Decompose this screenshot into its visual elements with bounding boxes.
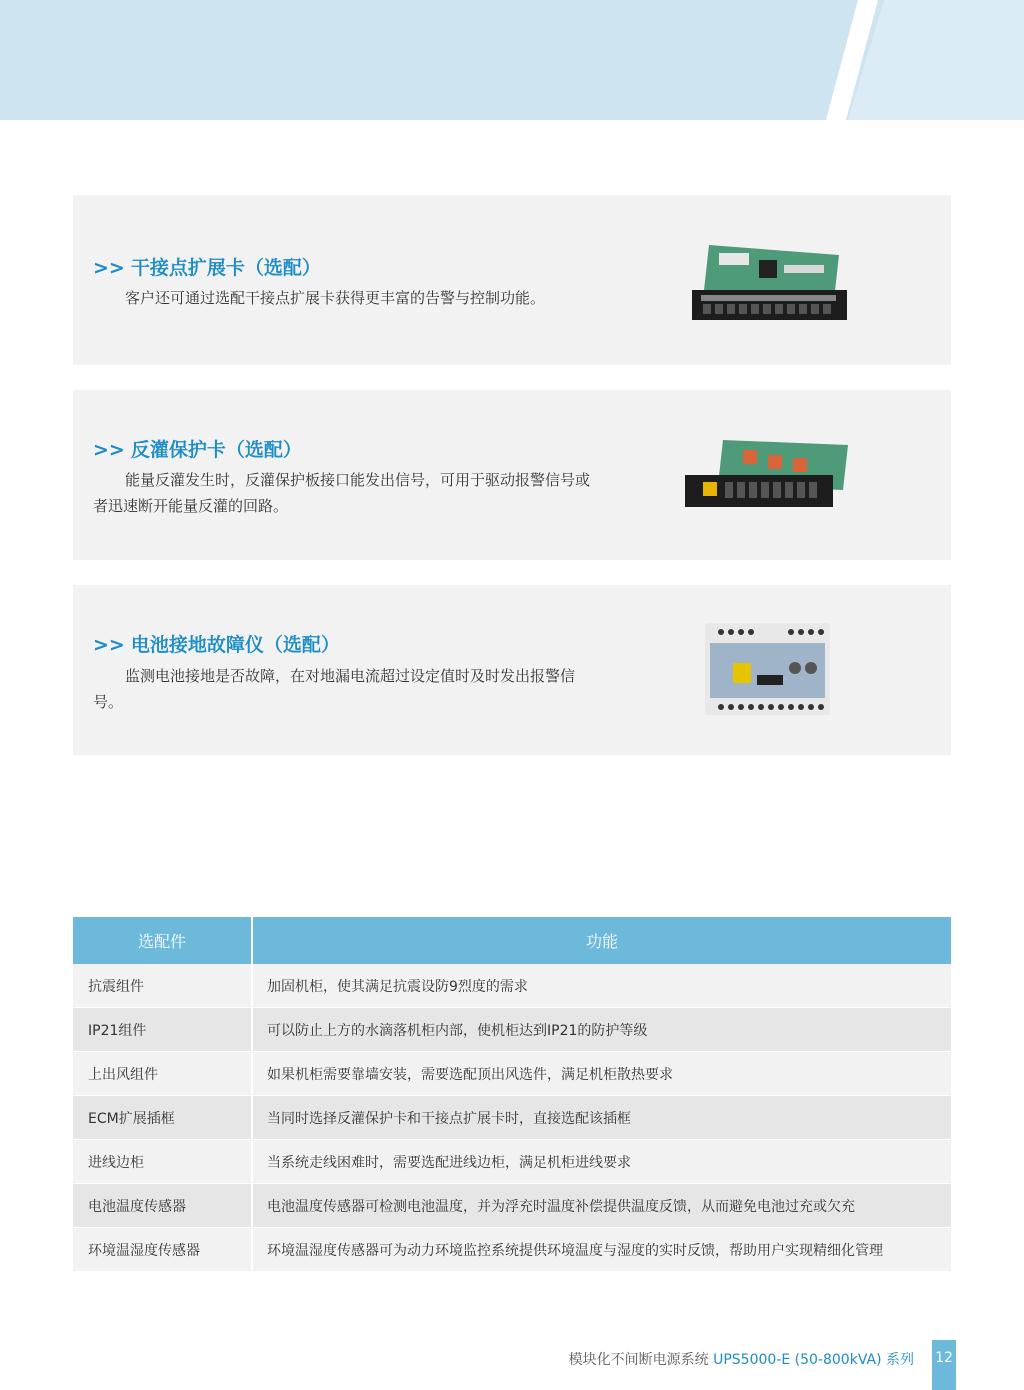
table-header [73,917,951,964]
function-cell: 当系统走线困难时，需要选配进线边柜，满足机柜进线要求 [267,1154,631,1171]
card-title: >> 干接点扩展卡（选配） [93,257,321,279]
backfeed-protection-card-image [683,430,853,520]
options-table [73,917,951,1272]
header-function: 功能 [585,932,618,951]
card-description: 监测电池接地是否故障，在对地漏电流超过设定值时及时发出报警信号。 [93,667,576,711]
option-cell: 上出风组件 [73,1052,253,1095]
card-battery-ground-fault [73,585,951,755]
function-cell: 环境温湿度传感器可为动力环境监控系统提供环境温度与湿度的实时反馈，帮助用户实现精细化管理 [267,1242,883,1259]
dry-contact-card-image [689,235,849,325]
table-row [73,1052,951,1096]
function-cell: 可以防止上方的水滴落机柜内部，使机柜达到IP21的防护等级 [267,1022,648,1039]
option-cell: 环境温湿度传感器 [73,1228,253,1271]
table-row [73,1184,951,1228]
option-cell: 进线边柜 [73,1140,253,1183]
card-title: >> 电池接地故障仪（选配） [93,634,340,656]
function-cell: 加固机柜，使其满足抗震设防9烈度的需求 [267,978,528,995]
function-cell: 如果机柜需要靠墙安装，需要选配顶出风选件，满足机柜散热要求 [267,1066,673,1083]
table-row [73,1096,951,1140]
table-row [73,1140,951,1184]
top-banner [0,0,1024,120]
card-dry-contact [73,195,951,365]
page-number: 12 [932,1340,956,1390]
table-row [73,1228,951,1272]
option-cell: 抗震组件 [73,964,253,1007]
card-title: >> 反灌保护卡（选配） [93,439,302,461]
option-cell: ECM扩展插框 [73,1096,253,1139]
option-cell: 电池温度传感器 [73,1184,253,1227]
header-option: 选配件 [73,917,253,964]
card-description: 客户还可通过选配干接点扩展卡获得更丰富的告警与控制功能。 [125,289,546,307]
card-description: 能量反灌发生时，反灌保护板接口能发出信号，可用于驱动报警信号或者迅速断开能量反灌的回路。 [93,471,591,515]
table-row [73,964,951,1008]
function-cell: 当同时选择反灌保护卡和干接点扩展卡时，直接选配该插框 [267,1110,631,1127]
battery-ground-fault-detector-image [705,623,835,718]
banner-stripes [0,0,1024,120]
card-backfeed-protection [73,390,951,560]
option-cell: IP21组件 [73,1008,253,1051]
table-row [73,1008,951,1052]
footer-title: 模块化不间断电源系统 UPS5000-E (50-800kVA) 系列 [568,1352,914,1368]
function-cell: 电池温度传感器可检测电池温度，并为浮充时温度补偿提供温度反馈，从而避免电池过充或欠充 [267,1198,855,1215]
